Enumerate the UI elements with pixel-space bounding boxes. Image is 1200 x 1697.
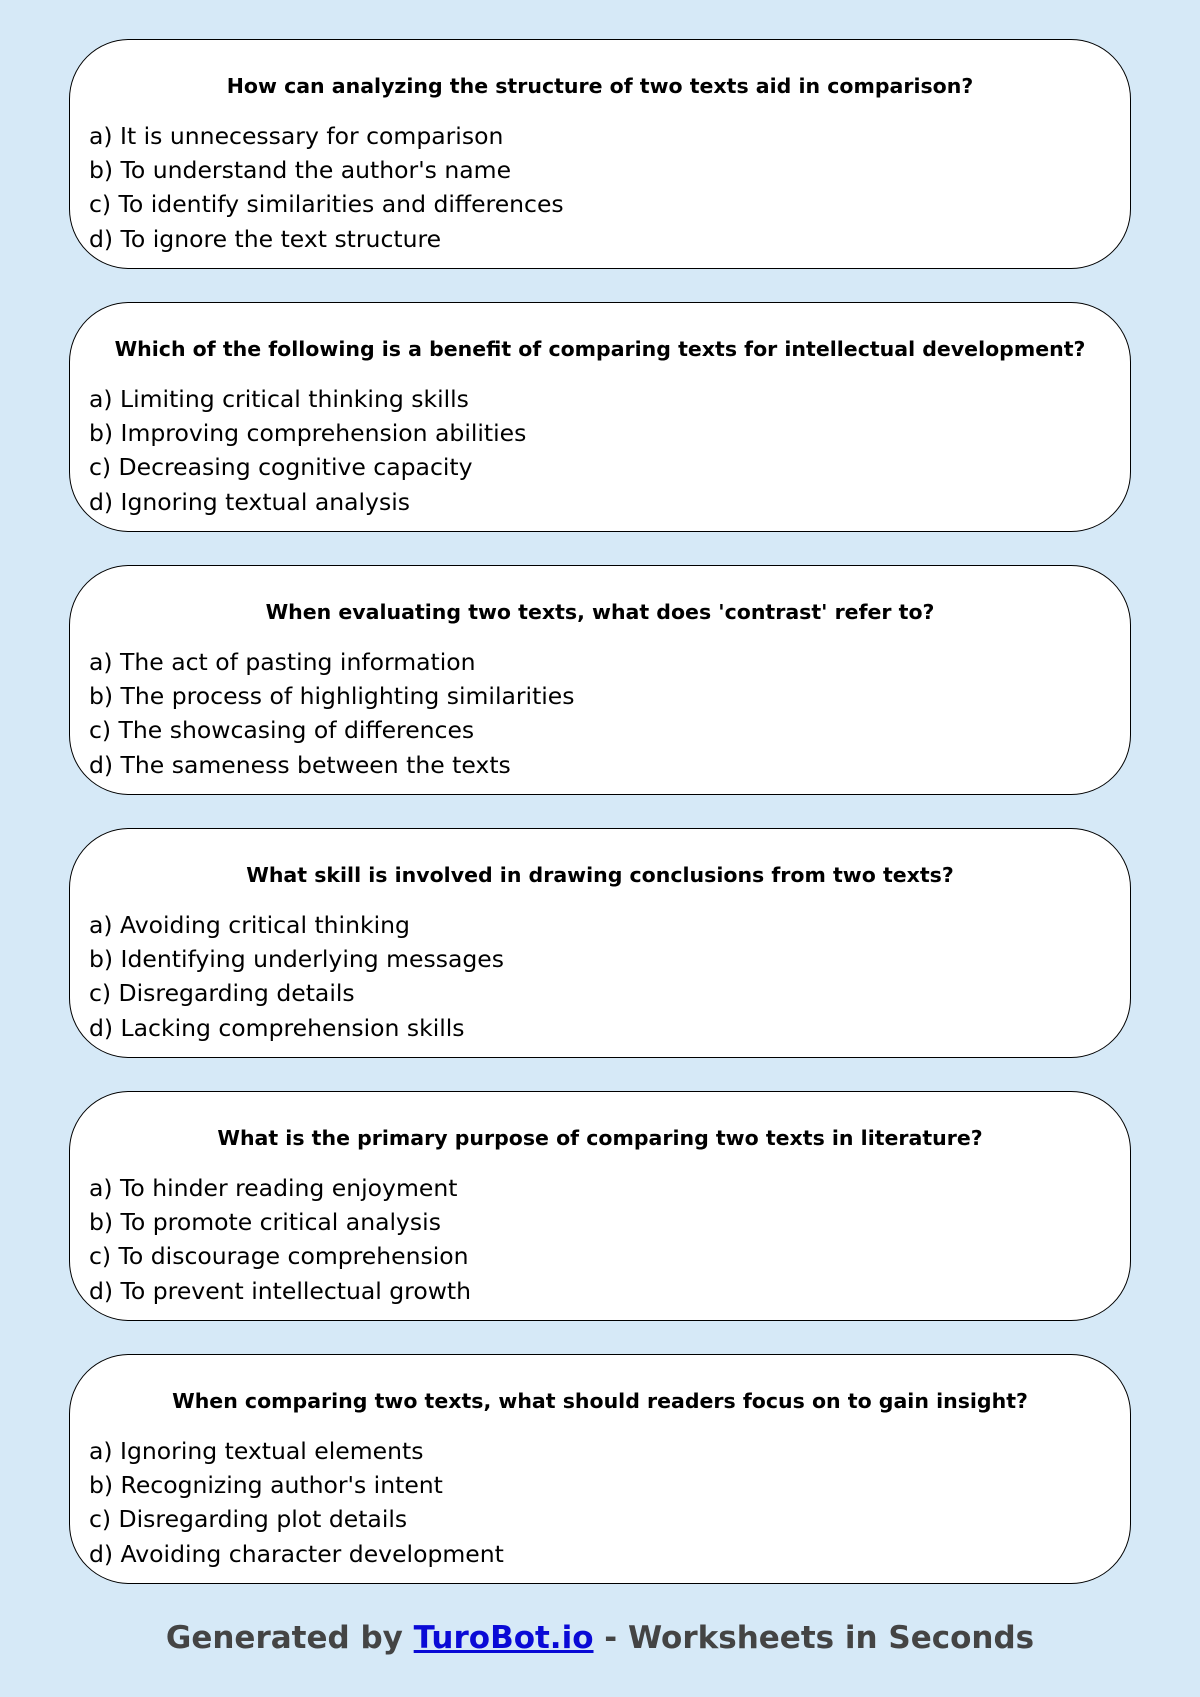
question-text: What is the primary purpose of comparing two texts in literature? <box>217 1126 983 1150</box>
option-b: b) To understand the author's name <box>89 156 512 185</box>
answer-options <box>89 1434 1110 1571</box>
option-a: a) Limiting critical thinking skills <box>89 385 469 413</box>
option-d: d) Lacking comprehension skills <box>89 1013 465 1042</box>
answer-options <box>89 119 1110 256</box>
question-text: When evaluating two texts, what does 'contrast' refer to? <box>265 600 935 624</box>
option-d: d) The sameness between the texts <box>89 750 511 779</box>
option-c: c) To identify similarities and differences <box>89 190 564 219</box>
question-card-2 <box>69 302 1131 532</box>
question-card-4 <box>69 828 1131 1058</box>
option-c: c) To discourage comprehension <box>89 1242 469 1271</box>
footer <box>0 1618 1200 1658</box>
option-a: a) To hinder reading enjoyment <box>89 1174 458 1202</box>
option-d: d) To ignore the text structure <box>89 224 442 253</box>
question-text: When comparing two texts, what should readers focus on to gain insight? <box>172 1389 1028 1413</box>
footer-prefix: Generated by <box>165 1620 414 1656</box>
turobot-link[interactable]: TuroBot.io <box>413 1620 594 1656</box>
option-a: a) Ignoring textual elements <box>89 1437 424 1465</box>
option-d: d) Ignoring textual analysis <box>89 487 410 516</box>
answer-options <box>89 908 1110 1045</box>
option-c: c) Disregarding plot details <box>89 1505 408 1534</box>
option-c: c) Decreasing cognitive capacity <box>89 453 473 482</box>
question-card-5 <box>69 1091 1131 1321</box>
option-c: c) Disregarding details <box>89 979 355 1008</box>
question-text: How can analyzing the structure of two texts aid in comparison? <box>226 74 974 98</box>
footer-suffix: - Worksheets in Seconds <box>593 1620 1035 1656</box>
option-b: b) The process of highlighting similarities <box>89 682 575 711</box>
question-card-6 <box>69 1354 1131 1584</box>
option-b: b) Recognizing author's intent <box>89 1471 443 1500</box>
question-card-1 <box>69 39 1131 269</box>
option-c: c) The showcasing of differences <box>89 716 475 745</box>
answer-options <box>89 645 1110 782</box>
question-text: Which of the following is a benefit of comparing texts for intellectual development? <box>114 337 1086 361</box>
answer-options <box>89 1171 1110 1308</box>
option-a: a) The act of pasting information <box>89 648 476 676</box>
option-b: b) Improving comprehension abilities <box>89 419 527 448</box>
option-a: a) Avoiding critical thinking <box>89 911 410 939</box>
question-card-3 <box>69 565 1131 795</box>
option-d: d) Avoiding character development <box>89 1539 504 1568</box>
option-b: b) Identifying underlying messages <box>89 945 505 974</box>
option-d: d) To prevent intellectual growth <box>89 1276 472 1305</box>
option-b: b) To promote critical analysis <box>89 1208 441 1237</box>
answer-options <box>89 382 1110 519</box>
option-a: a) It is unnecessary for comparison <box>89 122 504 150</box>
question-text: What skill is involved in drawing conclusions from two texts? <box>246 863 954 887</box>
